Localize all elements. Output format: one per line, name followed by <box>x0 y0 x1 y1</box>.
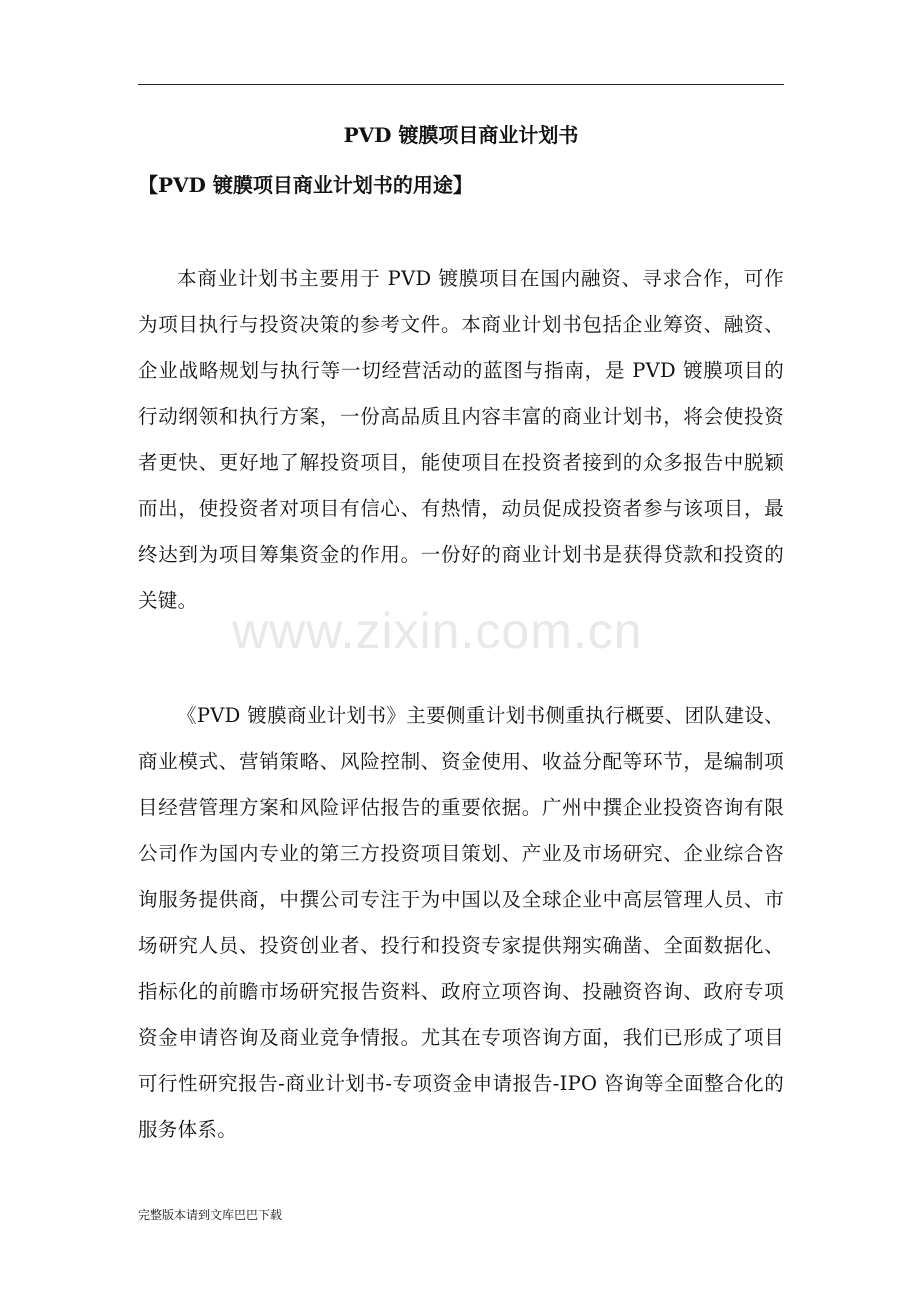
header-rule <box>138 84 784 85</box>
document-title: PVD 镀膜项目商业计划书 <box>343 123 579 147</box>
body-paragraph-2: 《PVD 镀膜商业计划书》主要侧重计划书侧重执行概要、团队建设、商业模式、营销策略、风险控制、资金使用、收益分配等环节，是编制项目经营管理方案和风险评估报告的重要依据。广州中撰企业投资咨询有限公司作为国内专业的第三方投资项目策划、产业及市场研究、企业综合咨询服务提供商，中撰公司专注于为中国以及全球企业中高层管理人员、市场研究人员、投资创业者、投行和投资专家提供翔实确凿、全面数据化、指标化的前瞻市场研究报告资料、政府立项咨询、投融资咨询、政府专项资金申请咨询及商业竞争情报。尤其在专项咨询方面，我们已形成了项目可行性研究报告-商业计划书-专项资金申请报告-IPO 咨询等全面整合化的服务体系。 <box>138 704 784 1141</box>
footer-download-note: 完整版本请到文库巴巴下载 <box>138 1208 283 1222</box>
watermark: www.zixin.com.cn <box>232 603 643 659</box>
section-heading: 【PVD 镀膜项目商业计划书的用途】 <box>138 173 473 197</box>
body-paragraph-1: 本商业计划书主要用于 PVD 镀膜项目在国内融资、寻求合作，可作为项目执行与投资决策的参考文件。本商业计划书包括企业筹资、融资、企业战略规划与执行等一切经营活动的蓝图与指南，是 PVD 镀膜项目的行动纲领和执行方案，一份高品质且内容丰富的商业计划书，将会使投资者更快、更好地了解投资项目，能使项目在投资者接到的众多报告中脱颖而出，使投资者对项目有信心、有热情，动员促成投资者参与该项目，最终达到为项目筹集资金的作用。一份好的商业计划书是获得贷款和投资的关键。 <box>138 267 784 612</box>
